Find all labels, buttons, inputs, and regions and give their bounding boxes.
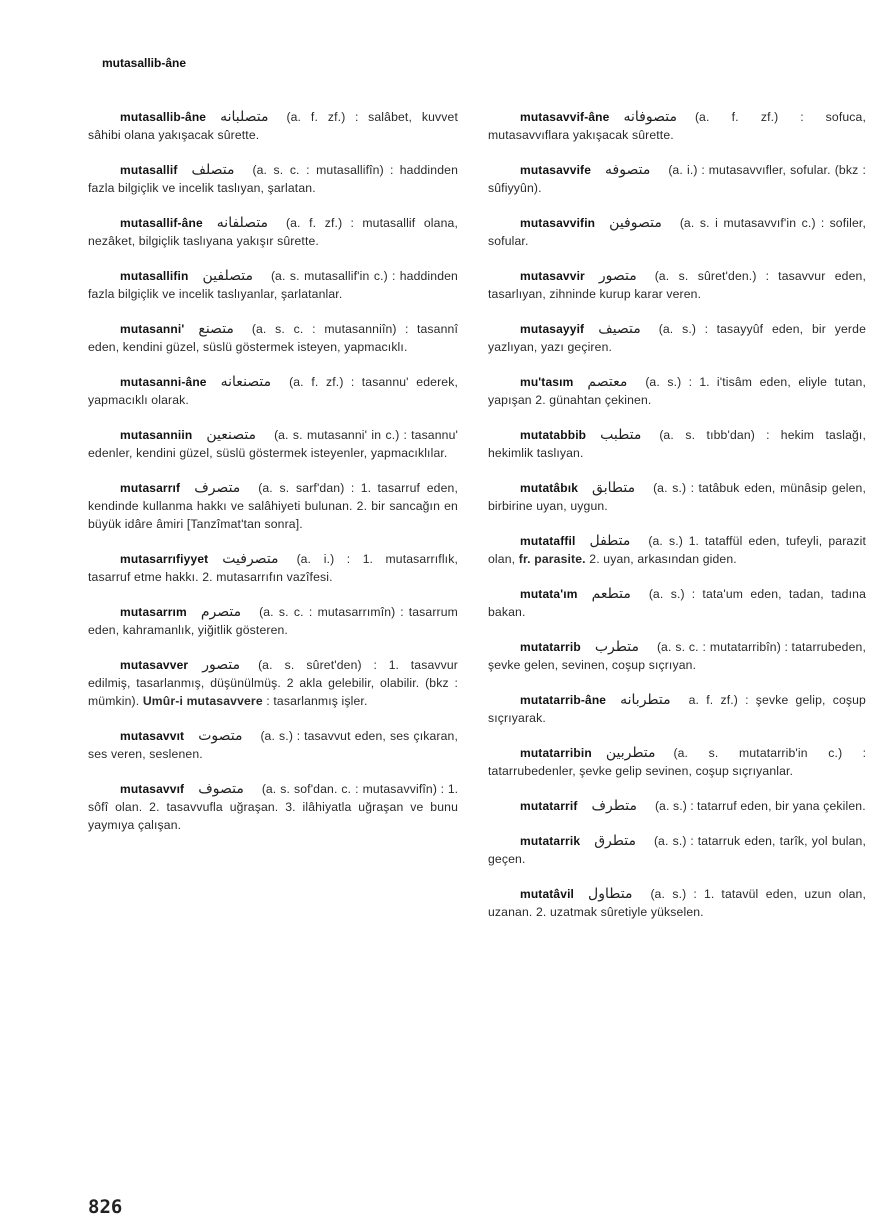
dictionary-entry (488, 426, 866, 462)
entry-arabic-script: متصنعانه (220, 374, 272, 390)
entry-definition: (a. s.) : tatarruf eden, bir yana çekilen. (654, 799, 866, 813)
dictionary-entry (488, 532, 866, 568)
entry-arabic-script: متطرق (594, 833, 636, 849)
dictionary-entry (88, 479, 458, 533)
dictionary-entry (88, 780, 458, 834)
entry-arabic-script: معتصم (587, 374, 628, 390)
entry-definition: (a. s.) : tata'um eden, tadan, tadına bakan. (488, 587, 866, 619)
entry-arabic-script: متصنعين (206, 427, 257, 443)
entry-headword: mutasavvife (520, 163, 592, 177)
entry-definition: (a. s. tıbb'dan) : hekim taslağı, hekimlik taslıyan. (488, 428, 866, 460)
entry-arabic-script: متصور (598, 268, 637, 284)
entry-headword: mutasallif-âne (120, 216, 203, 230)
entry-headword: mutatarrib (520, 640, 581, 654)
entry-definition: (a. i.) : mutasavvıfler, sofular. (bkz : sûfiyyûn). (488, 163, 866, 195)
entry-arabic-script: متصلفانه (216, 215, 269, 231)
entry-arabic-script: متصلفين (202, 268, 253, 284)
entry-definition: (a. s.) : tatâbuk eden, münâsip gelen, birbirine uyan, uygun. (488, 481, 866, 513)
entry-definition: (a. s.) 1. tataffül eden, tufeyli, parazit olan, (488, 534, 866, 566)
entry-headword: mutasanniin (120, 428, 193, 442)
entry-headword: mutasavvıt (120, 729, 185, 743)
dictionary-entry (88, 161, 458, 197)
entry-headword: mutatarribin (520, 746, 592, 760)
entry-headword: mutataffil (520, 534, 576, 548)
dictionary-entry (88, 108, 458, 144)
entry-arabic-script: متصور (202, 657, 241, 673)
entry-definition: (a. f. zf.) : tasannu' ederek, yapmacıklı olarak. (88, 375, 458, 407)
entry-arabic-script: متطرب (594, 639, 639, 655)
entry-definition: (a. s. sûret'den.) : tasavvur eden, tasarlıyan, zihninde kurup karar veren. (488, 269, 866, 301)
dictionary-entry (88, 727, 458, 763)
entry-headword: mutasanni' (120, 322, 185, 336)
entry-arabic-script: متطربين (605, 745, 656, 761)
entry-arabic-script: متصرف (194, 480, 241, 496)
dictionary-entry (488, 797, 866, 815)
dictionary-entry (488, 832, 866, 868)
entry-definition: (a. s.) : tasavvut eden, ses çıkaran, ses veren, seslenen. (88, 729, 458, 761)
entry-arabic-script: متصوف (198, 781, 244, 797)
entry-definition: a. f. zf.) : şevke gelip, coşup sıçrıyarak. (488, 693, 866, 725)
dictionary-entry (488, 479, 866, 515)
entry-headword: mutasavvir (520, 269, 585, 283)
entry-headword: mutatarrik (520, 834, 581, 848)
entry-arabic-script: متصلبانه (220, 109, 269, 125)
entry-definition: (a. s.) : tatarruk eden, tarîk, yol bulan, geçen. (488, 834, 866, 866)
entry-definition: (a. s. c. : mutatarribîn) : tatarrubeden, şevke gelen, sevinen, coşup sıçrıyan. (488, 640, 866, 672)
entry-arabic-script: متطابق (592, 480, 636, 496)
entry-definition: (a. s. sarf'dan) : 1. tasarruf eden, kendinde kullanma hakkı ve salâhiyeti bulunan. 2. bir sancağın en büyük idâre âmiri [Tanzîmat'tan sonra]. (88, 481, 458, 531)
entry-headword: mutasarrıfiyyet (120, 552, 209, 566)
entry-headword: mutatâbık (520, 481, 579, 495)
entry-headword: mutasallib-âne (120, 110, 207, 124)
entry-definition: (a. s. mutasallif'in c.) : haddinden fazla bilgiçlik ve incelik taslıyanlar, şarlatanlar. (88, 269, 458, 301)
entry-arabic-script: متطاول (588, 886, 633, 902)
dictionary-entry (488, 744, 866, 780)
entry-headword: mutatâvil (520, 887, 575, 901)
entry-definition: (a. s. mutasanni' in c.) : tasannu' edenler, kendini güzel, süslü göstermek isteyenler, yapmacıklılar. (88, 428, 458, 460)
entry-arabic-script: متصوت (198, 728, 243, 744)
entry-headword: mu'tasım (520, 375, 574, 389)
dictionary-entry (88, 320, 458, 356)
page-header: mutasallib-âne (102, 56, 187, 70)
entry-headword: mutasarrıf (120, 481, 181, 495)
entry-arabic-script: متصوفه (605, 162, 651, 178)
dictionary-entry (488, 691, 866, 727)
entry-definition-tail: : tasarlanmış işler. (266, 694, 368, 708)
dictionary-entry (88, 214, 458, 250)
entry-headword: mutatarrib-âne (520, 693, 607, 707)
entry-definition: (a. s. sof'dan. c. : mutasavvifîn) : 1. sôfî olan. 2. tasavvufla uğraşan. 3. ilâhiyatla uğraşan ve bunu yaymıya çalışan. (88, 782, 458, 832)
entry-arabic-script: متصيف (598, 321, 641, 337)
entry-arabic-script: متصوفين (609, 215, 662, 231)
entry-arabic-script: متصنع (198, 321, 234, 337)
dictionary-entry (488, 161, 866, 197)
entry-arabic-script: متطبب (600, 427, 642, 443)
entry-arabic-script: متطعم (591, 586, 631, 602)
entry-headword: mutatabbib (520, 428, 587, 442)
entry-headword: mutata'ım (520, 587, 578, 601)
entry-definition: (a. s. mutatarrib'in c.) : tatarrubedenler, şevke gelip sevinen, coşup sıçrıyanlar. (488, 746, 866, 778)
dictionary-entry (88, 373, 458, 409)
entry-definition: (a. s. c. : mutasarrımîn) : tasarrum eden, kahramanlık, yiğitlik gösteren. (88, 605, 458, 637)
entry-arabic-script: متصوفانه (623, 109, 677, 125)
entry-definition-tail: 2. uyan, arkasından giden. (589, 552, 737, 566)
entry-definition: (a. s.) : tasayyûf eden, bir yerde yazlıyan, yazı geçiren. (488, 322, 866, 354)
dictionary-entry (488, 373, 866, 409)
entry-definition: (a. s. c. : mutasanniîn) : tasannî eden, kendini güzel, süslü göstermek isteyen, yapmacıklı. (88, 322, 458, 354)
entry-arabic-script: متصرفيت (222, 551, 279, 567)
left-column (88, 108, 458, 851)
entry-definition: (a. s. i mutasavvıf'in c.) : sofiler, sofular. (488, 216, 866, 248)
entry-definition: (a. s.) : 1. i'tisâm eden, eliyle tutan, yapışan 2. günahtan çekinen. (488, 375, 866, 407)
dictionary-entry (488, 267, 866, 303)
entry-arabic-script: متطفل (589, 533, 631, 549)
dictionary-entry (488, 638, 866, 674)
entry-headword: mutatarrif (520, 799, 578, 813)
dictionary-entry (488, 320, 866, 356)
dictionary-entry (488, 108, 866, 144)
dictionary-entry (88, 267, 458, 303)
entry-definition: (a. s.) : 1. tatavül eden, uzun olan, uzanan. 2. uzatmak sûretiyle yükselen. (488, 887, 866, 919)
entry-headword: mutasanni-âne (120, 375, 207, 389)
entry-headword: mutasayyif (520, 322, 585, 336)
dictionary-entry (488, 585, 866, 621)
dictionary-entry (488, 885, 866, 921)
dictionary-entry (488, 214, 866, 250)
entry-headword: mutasarrım (120, 605, 187, 619)
entry-headword: mutasallifin (120, 269, 189, 283)
entry-headword: mutasavver (120, 658, 189, 672)
dictionary-entry (88, 656, 458, 710)
dictionary-entry (88, 550, 458, 586)
dictionary-entry (88, 603, 458, 639)
entry-bold-phrase: fr. parasite. (518, 552, 586, 566)
entry-definition: (a. f. zf.) : salâbet, kuvvet sâhibi olana yakışacak sûrette. (88, 110, 458, 142)
entry-definition: (a. f. zf.) : sofuca, mutasavvıflara yakışacak sûrette. (488, 110, 866, 142)
entry-definition: (a. s. c. : mutasallifîn) : haddinden fazla bilgiçlik ve incelik taslıyan, şarlatan. (88, 163, 458, 195)
entry-arabic-script: متطرف (591, 798, 637, 814)
entry-definition: (a. f. zf.) : mutasallif olana, nezâket, bilgiçlik taslıyana yakışır sûrette. (88, 216, 458, 248)
entry-headword: mutasavvif-âne (520, 110, 610, 124)
entry-headword: mutasavvifin (520, 216, 596, 230)
page-number: 826 (88, 1196, 123, 1218)
right-column (488, 108, 866, 938)
entry-headword: mutasallif (120, 163, 178, 177)
entry-arabic-script: متصرم (200, 604, 242, 620)
dictionary-entry (88, 426, 458, 462)
entry-headword: mutasavvıf (120, 782, 185, 796)
entry-bold-phrase: Umûr-i mutasavvere (142, 694, 263, 708)
entry-arabic-script: متصلف (191, 162, 235, 178)
entry-definition: (a. s. sûret'den) : 1. tasavvur edilmiş, tasarlanmış, düşünülmüş. 2 akla gelebilir, olabilir. (bkz : mümkin). (88, 658, 458, 708)
entry-definition: (a. i.) : 1. mutasarrıflık, tasarruf etme hakkı. 2. mutasarrıfın vazîfesi. (88, 552, 458, 584)
entry-arabic-script: متطربانه (620, 692, 671, 708)
